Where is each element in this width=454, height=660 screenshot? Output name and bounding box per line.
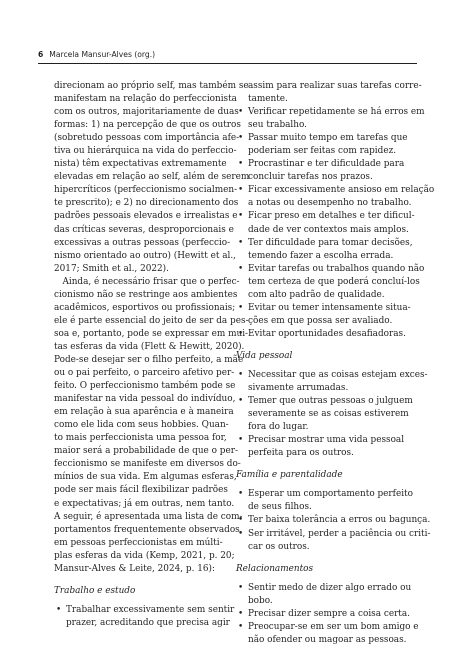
section-title-relationships: Relacionamentos — [236, 563, 314, 574]
text-line: ou o pai perfeito, o parceiro afetivo per- — [54, 368, 235, 379]
list-item-line: com alto padrão de qualidade. — [248, 289, 385, 300]
relationships-list — [236, 582, 419, 647]
list-item — [236, 132, 406, 158]
section-title-work-study: Trabalho e estudo — [54, 585, 136, 596]
list-item-line: • Precisar dizer sempre a coisa certa. — [248, 608, 410, 619]
list-item — [236, 210, 415, 236]
list-item — [236, 621, 419, 647]
text-line: acadêmicos, esportivos ou profissionais; — [54, 302, 236, 313]
left-column — [54, 80, 250, 630]
list-item — [236, 514, 431, 527]
text-line: Mansur-Alves & Leite, 2024, p. 16): — [54, 563, 215, 574]
running-header — [38, 50, 416, 59]
text-line: mínios de sua vida. Em algumas esferas, — [54, 472, 237, 483]
personal-list — [236, 369, 428, 460]
list-item-line: a notas ou desempenho no trabalho. — [248, 198, 412, 209]
paragraph-intro — [54, 80, 250, 276]
header-rule — [38, 63, 417, 64]
text-line: hipercríticos (perfeccionismo socialmen- — [54, 185, 238, 196]
list-item — [236, 395, 413, 434]
list-item-line: seu trabalho. — [248, 120, 307, 131]
list-item-line: • Ficar excessivamente ansioso em relação — [248, 185, 435, 196]
list-item-line: • Ficar preso em detalhes e ter dificul- — [248, 211, 415, 222]
list-item — [236, 582, 412, 608]
work-list-start — [54, 604, 235, 630]
text-line: formas: 1) na percepção de que os outros — [54, 120, 241, 131]
paragraph-spheres — [54, 276, 249, 576]
list-item — [236, 106, 425, 132]
text-line: padrões pessoais elevados e irrealistas e — [54, 211, 238, 222]
text-line: 2017; Smith et al., 2022). — [54, 263, 169, 274]
list-item-line: • Verificar repetidamente se há erros em — [248, 107, 425, 118]
work-list — [236, 106, 435, 341]
list-item-line: tem certeza de que poderá concluí-los — [248, 276, 420, 287]
text-line: cionismo não se restringe aos ambientes — [54, 289, 238, 300]
text-line: manifestar na vida pessoal do indivíduo, — [54, 394, 236, 405]
list-item-line: • Ser irritável, perder a paciência ou criti- — [248, 528, 431, 539]
list-item-line: • Ter baixa tolerância a erros ou bagunça. — [248, 515, 431, 526]
text-line: nista) têm expectativas extremamente — [54, 159, 227, 170]
text-line: Ainda, é necessário frisar que o perfec- — [54, 276, 240, 287]
text-line: excessivas a outras pessoas (perfeccio- — [54, 237, 231, 248]
text-line: te prescrito); e 2) no direcionamento dos — [54, 198, 239, 209]
list-item-line: • Necessitar que as coisas estejam exces- — [248, 369, 428, 380]
text-line: direcionam ao próprio self, mas também se — [54, 81, 249, 91]
section-title-personal: Vida pessoal — [236, 350, 293, 361]
text-line: tiva ou hierárquica na vida do perfeccio- — [54, 146, 237, 157]
list-item-line: • Ter dificuldade para tomar decisões, — [248, 237, 413, 248]
list-item-line: fora do lugar. — [248, 422, 309, 433]
list-item — [236, 328, 406, 341]
text-line: com os outros, majoritariamente de duas — [54, 107, 239, 118]
list-item-line: concluir tarefas nos prazos. — [248, 172, 373, 183]
list-item — [236, 434, 406, 460]
text-line: plas esferas da vida (Kemp, 2021, p. 20; — [54, 550, 235, 561]
list-item-line: de seus filhos. — [248, 502, 312, 513]
list-item — [236, 237, 413, 263]
list-item-line: ções em que possa ser avaliado. — [248, 315, 393, 326]
list-item — [236, 158, 406, 184]
right-column — [236, 80, 435, 647]
text-line: soa e, portanto, pode se expressar em mui- — [54, 328, 249, 339]
list-item-line: tamente. — [248, 94, 288, 105]
list-item-line: • Evitar oportunidades desafiadoras. — [248, 328, 406, 339]
list-item-line: • Evitar ou temer intensamente situa- — [248, 302, 411, 313]
text-line: Pode-se desejar ser o filho perfeito, a mãe — [54, 354, 244, 365]
text-line: portamentos frequentemente observados — [54, 524, 240, 535]
list-item — [236, 263, 425, 302]
list-item — [236, 184, 435, 210]
list-item-line: prazer, acreditando que precisa agir — [66, 617, 230, 628]
list-item — [54, 604, 235, 630]
list-item-line: poderiam ser feitas com rapidez. — [248, 146, 397, 157]
text-line: (sobretudo pessoas com importância afe- — [54, 133, 240, 144]
list-item-line: • Precisar mostrar uma vida pessoal — [248, 435, 405, 446]
list-item — [236, 528, 431, 554]
text-line: maior será a probabilidade de que o per- — [54, 446, 238, 457]
text-line: to mais perfeccionista uma pessoa for, — [54, 433, 227, 444]
section-title-family: Família e parentalidade — [236, 470, 343, 481]
list-item-line: • Preocupar-se em ser um bom amigo e — [248, 621, 419, 632]
list-item-line: • Esperar um comportamento perfeito — [248, 489, 413, 500]
text-line: tas esferas da vida (Flett & Hewitt, 2020). — [54, 341, 245, 352]
text-line: feito. O perfeccionismo também pode se — [54, 381, 236, 392]
list-item-line: • Temer que outras pessoas o julguem — [248, 396, 413, 407]
list-item-line: perfeita para os outros. — [248, 448, 354, 459]
text-line: feccionismo se manifeste em diversos do- — [54, 459, 241, 470]
list-item-line: car os outros. — [248, 541, 310, 552]
text-line: manifestam na relação do perfeccionista — [54, 94, 237, 105]
text-line: pode ser mais fácil flexibilizar padrões — [54, 485, 228, 496]
text-line: nismo orientado ao outro) (Hewitt et al., — [54, 250, 236, 261]
list-item — [236, 302, 411, 328]
text-line: em relação à sua aparência e à maneira — [54, 407, 234, 418]
list-item-line: sivamente arrumadas. — [248, 383, 349, 394]
text-line: A seguir, é apresentada uma lista de com- — [54, 511, 243, 522]
list-item-line: bobo. — [248, 595, 273, 606]
list-item — [236, 608, 410, 621]
text-line: das críticas severas, desproporcionais e — [54, 224, 234, 235]
list-item-line: dade de ver contextos mais amplos. — [248, 224, 409, 235]
text-line: elevadas em relação ao self, além de serem — [54, 172, 250, 183]
list-item-line: temendo fazer a escolha errada. — [248, 250, 394, 261]
list-item-line: • Passar muito tempo em tarefas que — [248, 133, 408, 144]
list-item-line: severamente se as coisas estiverem — [248, 409, 409, 420]
text-line: em pessoas perfeccionistas em múlti- — [54, 537, 223, 548]
bullet-continuation — [236, 80, 422, 106]
list-item-line: não ofender ou magoar as pessoas. — [248, 634, 407, 645]
text-line: ele é parte essencial do jeito de ser da pes- — [54, 315, 249, 326]
text-line: como ele lida com seus hobbies. Quan- — [54, 420, 229, 431]
list-item-line: • Sentir medo de dizer algo errado ou — [248, 582, 412, 593]
list-item — [236, 369, 428, 395]
text-line: e expectativas; já em outras, nem tanto. — [54, 498, 235, 509]
running-title: Marcela Mansur-Alves (org.) — [49, 50, 156, 59]
list-item-line: assim para realizar suas tarefas corre- — [248, 81, 422, 91]
family-list — [236, 488, 431, 553]
list-item-line: • Evitar tarefas ou trabalhos quando não — [248, 263, 425, 274]
list-item-line: • Procrastinar e ter dificuldade para — [248, 159, 405, 170]
page-number: 6 — [38, 50, 44, 59]
list-item-line: • Trabalhar excessivamente sem sentir — [66, 604, 235, 615]
list-item — [236, 488, 413, 514]
